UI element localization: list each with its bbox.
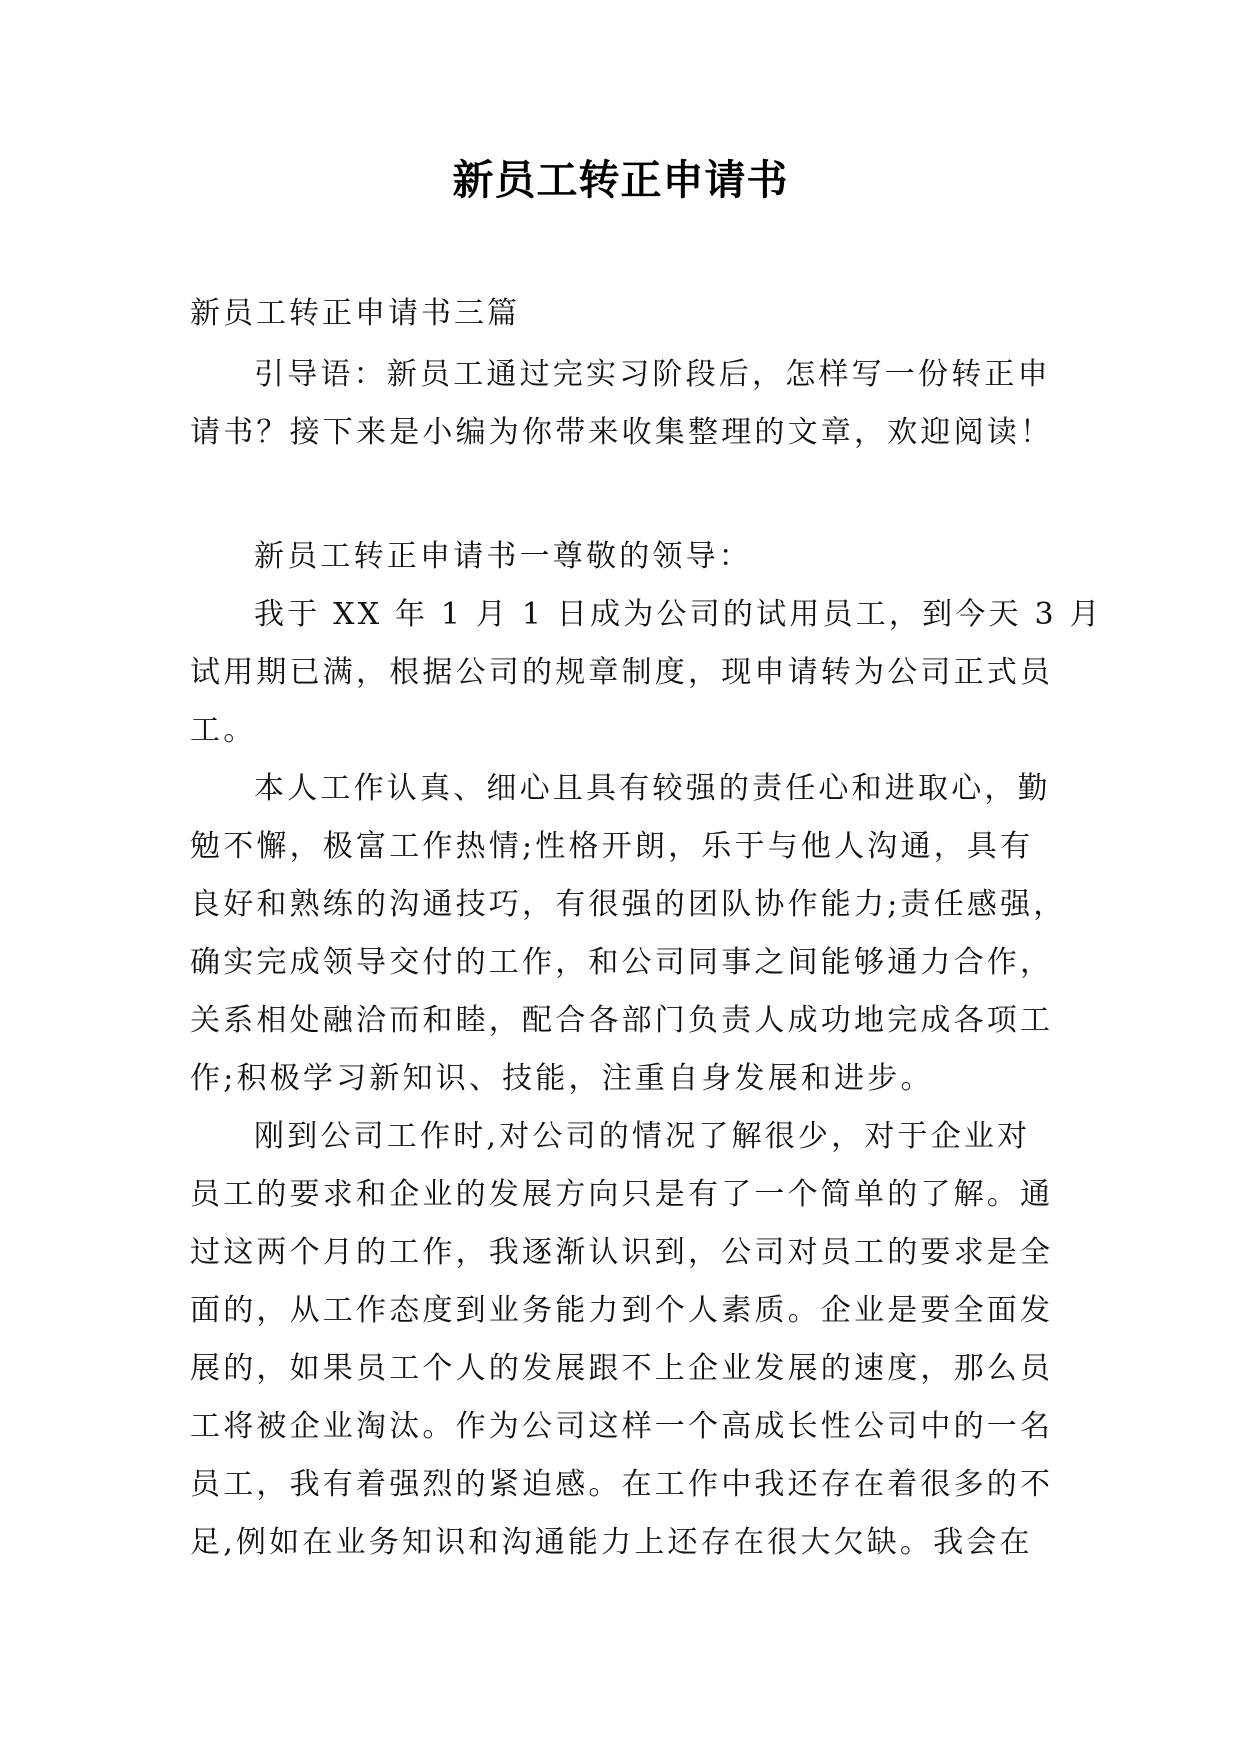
paragraph-line: 良好和熟练的沟通技巧，有很强的团队协作能力;责任感强， <box>190 887 1067 922</box>
body-paragraph-1 <box>190 586 1103 760</box>
body-paragraph-3 <box>190 1108 1070 1572</box>
intro-line: 请书？接下来是小编为你带来收集整理的文章，欢迎阅读！ <box>190 415 1054 450</box>
paragraph-line: 展的，如果员工个人的发展跟不上企业发展的速度，那么员 <box>190 1351 1054 1386</box>
paragraph-line: 刚到公司工作时,对公司的情况了解很少，对于企业对 <box>254 1119 1031 1154</box>
paragraph-line: 面的，从工作态度到业务能力到个人素质。企业是要全面发 <box>190 1293 1054 1328</box>
paragraph-line: 本人工作认真、细心且具有较强的责任心和进取心，勤 <box>254 771 1051 806</box>
paragraph-line: 过这两个月的工作，我逐渐认识到，公司对员工的要求是全 <box>190 1235 1054 1270</box>
paragraph-line: 工。 <box>190 713 257 748</box>
body-paragraph-2 <box>190 760 1070 1108</box>
intro-paragraph <box>190 346 1070 462</box>
paragraph-line: 员工的要求和企业的发展方向只是有了一个简单的了解。通 <box>190 1177 1054 1212</box>
salutation-paragraph <box>190 528 1070 586</box>
document-title: 新员工转正申请书 <box>452 156 789 204</box>
paragraph-line: 确实完成领导交付的工作，和公司同事之间能够通力合作， <box>190 945 1054 980</box>
intro-line: 引导语：新员工通过完实习阶段后，怎样写一份转正申 <box>254 357 1051 392</box>
paragraph-line: 关系相处融洽而和睦，配合各部门负责人成功地完成各项工 <box>190 1003 1054 1038</box>
paragraph-line: 勉不懈，极富工作热情;性格开朗，乐于与他人沟通，具有 <box>190 829 1034 864</box>
paragraph-line: 我于 XX 年 1 月 1 日成为公司的试用员工，到今天 3 月 <box>254 597 1103 632</box>
paragraph-line: 作;积极学习新知识、技能，注重自身发展和进步。 <box>190 1061 934 1096</box>
salutation-line: 新员工转正申请书一尊敬的领导： <box>254 539 752 574</box>
paragraph-line: 试用期已满，根据公司的规章制度，现申请转为公司正式员 <box>190 655 1054 690</box>
paragraph-line: 足,例如在业务知识和沟通能力上还存在很大欠缺。我会在 <box>190 1525 1033 1560</box>
paragraph-line: 员工，我有着强烈的紧迫感。在工作中我还存在着很多的不 <box>190 1467 1054 1502</box>
document-subtitle: 新员工转正申请书三篇 <box>190 296 520 331</box>
paragraph-line: 工将被企业淘汰。作为公司这样一个高成长性公司中的一名 <box>190 1409 1054 1444</box>
